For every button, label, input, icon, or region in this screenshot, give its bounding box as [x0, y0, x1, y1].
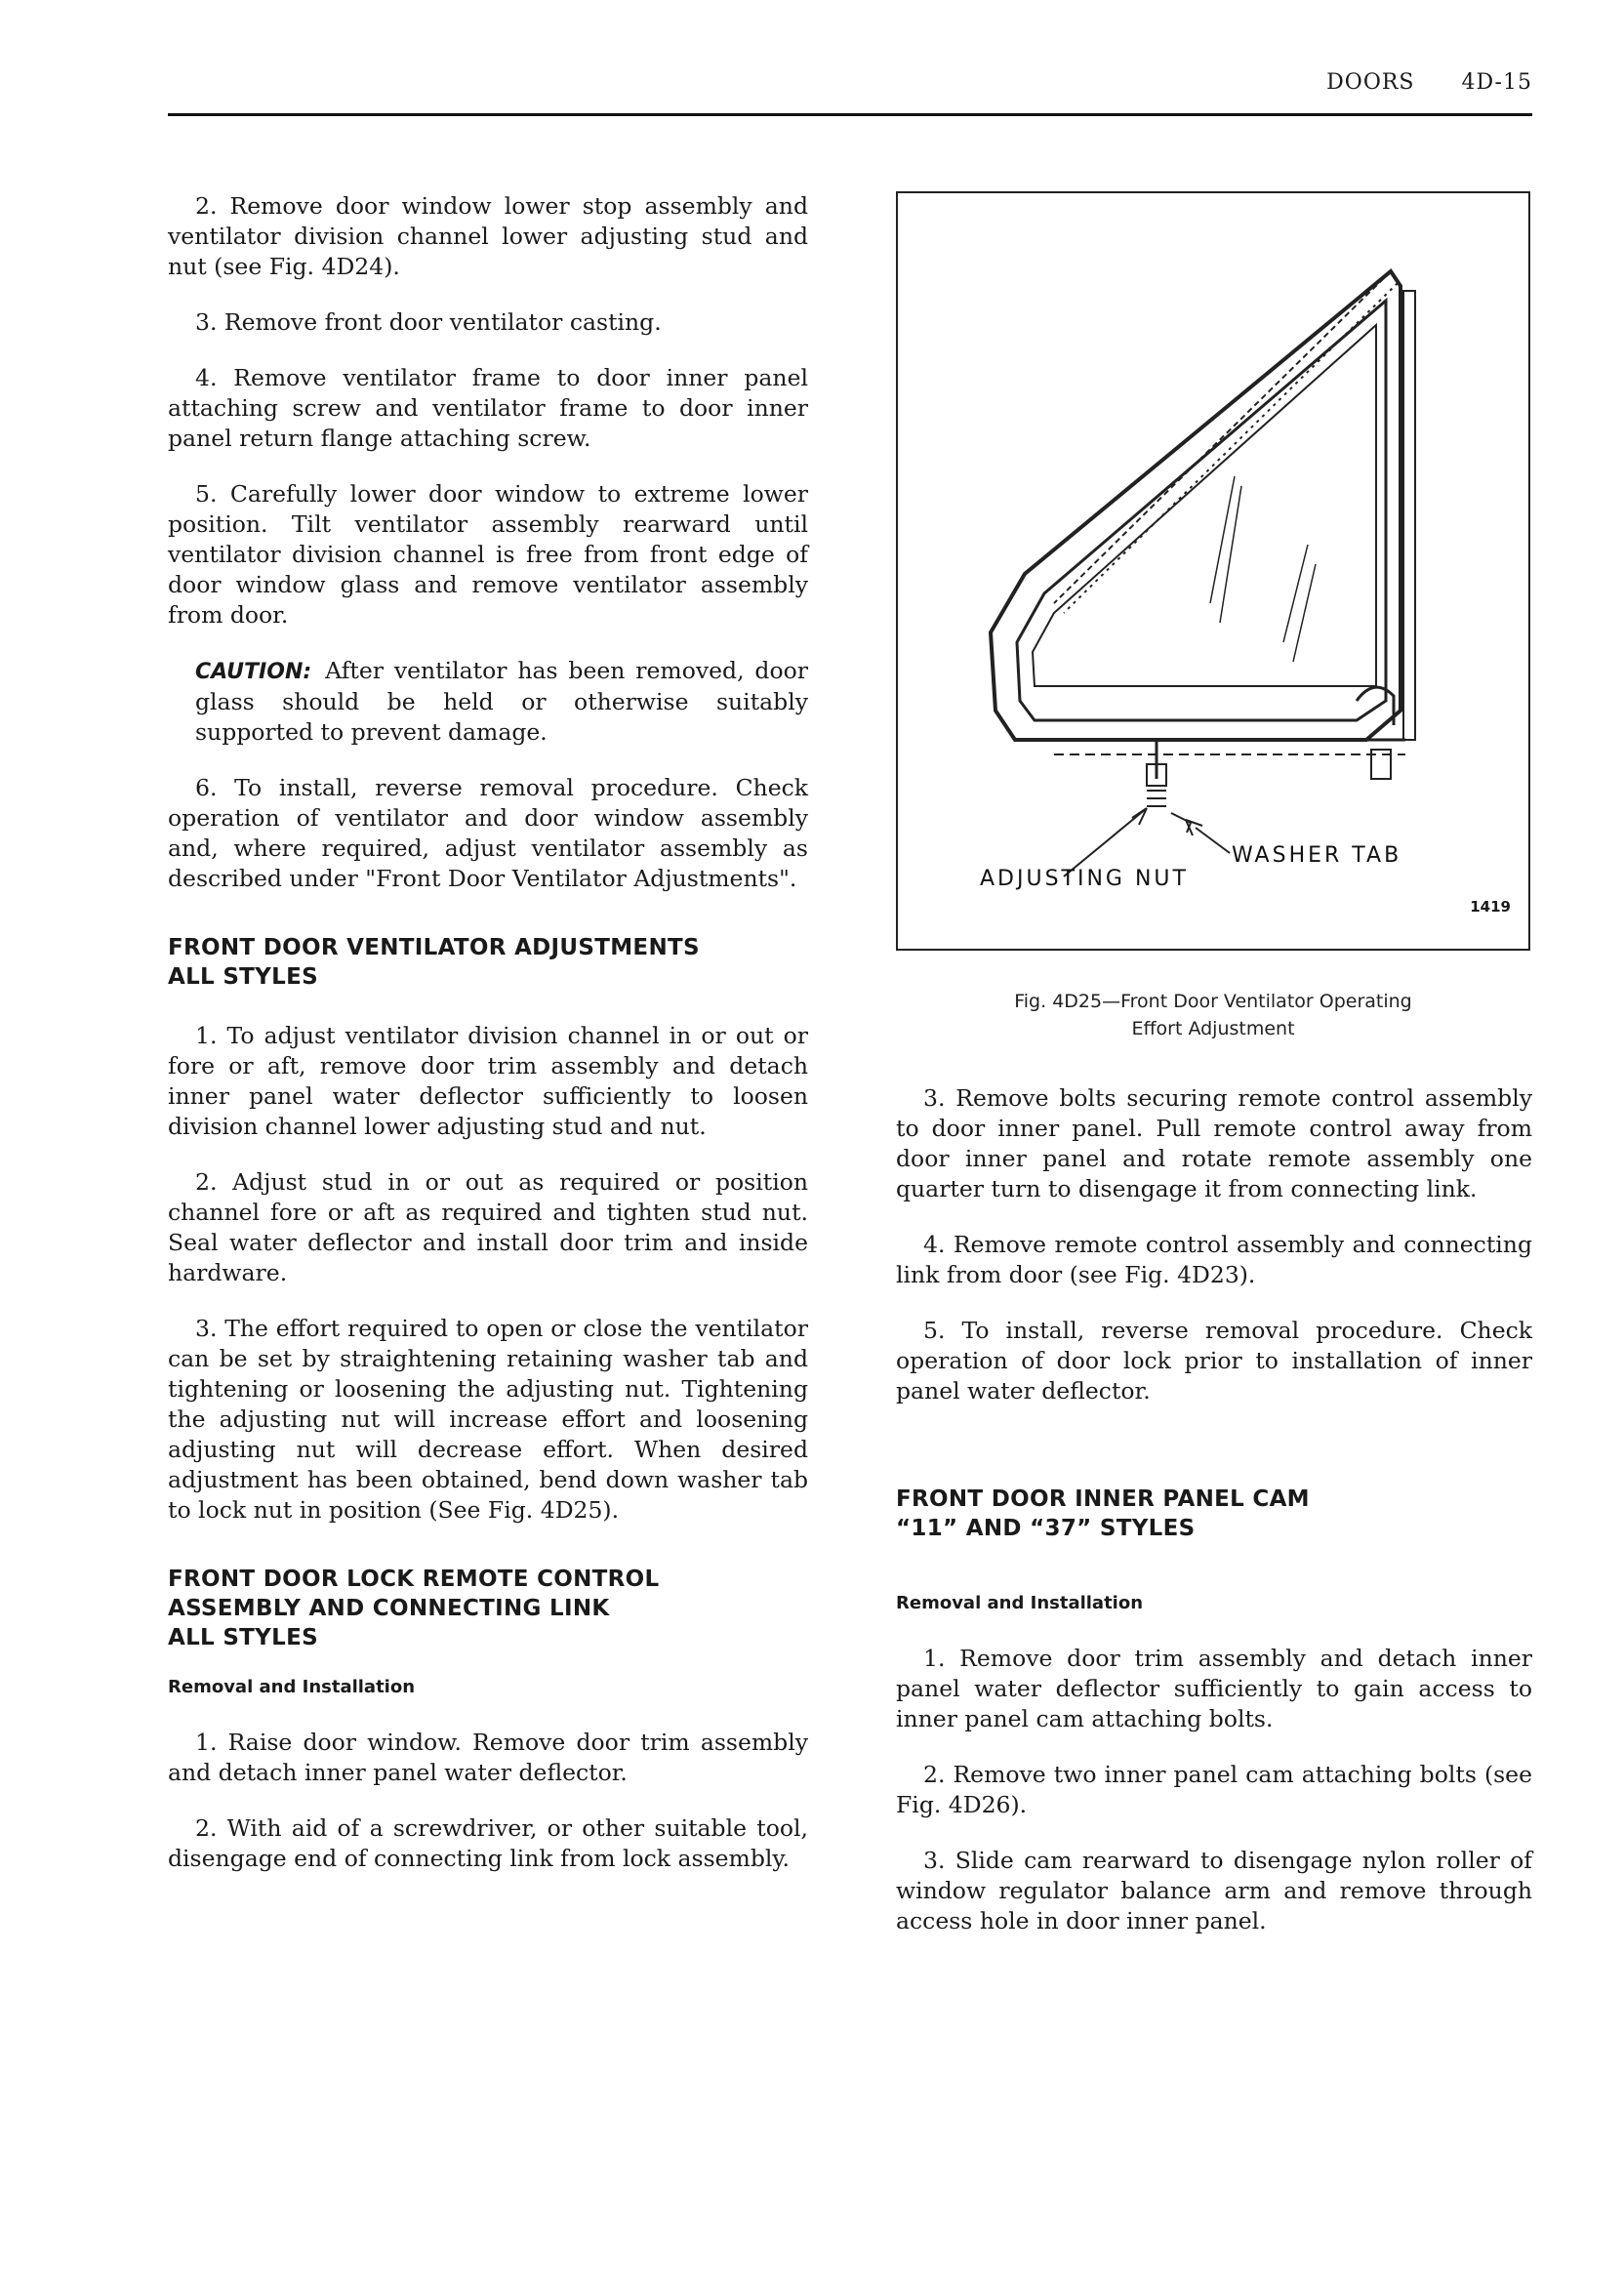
- step-paragraph: 5. Carefully lower door window to extreme lower position. Tilt ventilator assembly rearward until ventilator division channel is free from front edge of door window glass and remove ventilator assembly from door.: [168, 480, 808, 629]
- label-washer-tab: WASHER TAB: [1232, 843, 1402, 868]
- label-adjusting-nut: ADJUSTING NUT: [980, 867, 1189, 891]
- step-paragraph: 2. Remove door window lower stop assembly and ventilator division channel lower adjusting stud and nut (see Fig. 4D24).: [168, 192, 808, 280]
- step-paragraph: 4. Remove ventilator frame to door inner panel attaching screw and ventilator frame to door inner panel return flange attaching screw.: [168, 364, 808, 452]
- section-heading-inner-panel-cam: [896, 1485, 1532, 1543]
- caption-line: Effort Adjustment: [1131, 1018, 1295, 1039]
- step-paragraph: 1. Remove door trim assembly and detach inner panel water deflector sufficiently to gain access to inner panel cam attaching bolts.: [896, 1645, 1532, 1732]
- step-paragraph: 1. To adjust ventilator division channel in or out or fore or aft, remove door trim assembly and detach inner panel water deflector sufficiently to loosen division channel lower adjusting stud and nut.: [168, 1022, 808, 1140]
- left-column: [168, 191, 808, 1899]
- caution-note: [195, 656, 808, 748]
- heading-line: FRONT DOOR LOCK REMOTE CONTROL: [168, 1567, 660, 1592]
- ventilator-illustration: [898, 193, 1528, 949]
- figure-number: 1419: [1470, 898, 1511, 916]
- section-heading-ventilator-adjustments: [168, 933, 808, 992]
- caption-line: Fig. 4D25—Front Door Ventilator Operating: [1014, 991, 1412, 1012]
- step-paragraph: 3. Remove front door ventilator casting.: [195, 308, 662, 336]
- heading-line: ALL STYLES: [168, 1625, 318, 1650]
- section-heading-remote-control: [168, 1565, 808, 1652]
- step-paragraph: 2. Remove two inner panel cam attaching bolts (see Fig. 4D26).: [896, 1761, 1532, 1818]
- caution-label: CAUTION:: [195, 660, 312, 684]
- heading-line: “11” AND “37” STYLES: [896, 1516, 1196, 1541]
- heading-line: ALL STYLES: [168, 964, 318, 990]
- step-paragraph: 6. To install, reverse removal procedure. Check operation of ventilator and door window assembly and, where required, adjust ventilator assembly as described under "Front Door Ventilator Adjustments".: [168, 774, 808, 892]
- step-paragraph: 3. Slide cam rearward to disengage nylon roller of window regulator balance arm and remove through access hole in door inner panel.: [896, 1847, 1532, 1934]
- heading-line: FRONT DOOR VENTILATOR ADJUSTMENTS: [168, 935, 700, 960]
- step-paragraph: 4. Remove remote control assembly and connecting link from door (see Fig. 4D23).: [896, 1231, 1532, 1288]
- page-header: [168, 70, 1532, 95]
- step-paragraph: 2. With aid of a screwdriver, or other suitable tool, disengage end of connecting link from lock assembly.: [168, 1814, 808, 1872]
- page-number: 4D-15: [1461, 70, 1532, 95]
- step-paragraph: 3. Remove bolts securing remote control assembly to door inner panel. Pull remote control away from door inner panel and rotate remote assembly one quarter turn to disengage it from connecting link.: [896, 1084, 1532, 1202]
- subheading-removal: Removal and Installation: [896, 1593, 1144, 1613]
- header-rule: [168, 113, 1532, 116]
- caution-text: After ventilator has been removed, door glass should be held or otherwise suitably supported to prevent damage.: [195, 657, 808, 746]
- figure-caption: [896, 988, 1530, 1042]
- right-column: [896, 1083, 1532, 1962]
- step-paragraph: 3. The effort required to open or close the ventilator can be set by straightening retaining washer tab and tightening or loosening the adjusting nut. Tightening the adjusting nut will increase effort and loosening adjusting nut will decrease effort. When desired adjustment has been obtained, bend down washer tab to lock nut in position (See Fig. 4D25).: [168, 1315, 808, 1524]
- step-paragraph: 1. Raise door window. Remove door trim assembly and detach inner panel water deflector.: [168, 1729, 808, 1786]
- heading-line: ASSEMBLY AND CONNECTING LINK: [168, 1596, 610, 1621]
- section-title: DOORS: [1326, 70, 1415, 95]
- step-paragraph: 2. Adjust stud in or out as required or position channel fore or aft as required and tighten stud nut. Seal water deflector and install door trim and inside hardware.: [168, 1168, 808, 1286]
- figure-ventilator-diagram: [896, 191, 1530, 951]
- subheading-removal: Removal and Installation: [168, 1677, 416, 1697]
- heading-line: FRONT DOOR INNER PANEL CAM: [896, 1486, 1310, 1512]
- step-paragraph: 5. To install, reverse removal procedure. Check operation of door lock prior to installation of inner panel water deflector.: [896, 1317, 1532, 1405]
